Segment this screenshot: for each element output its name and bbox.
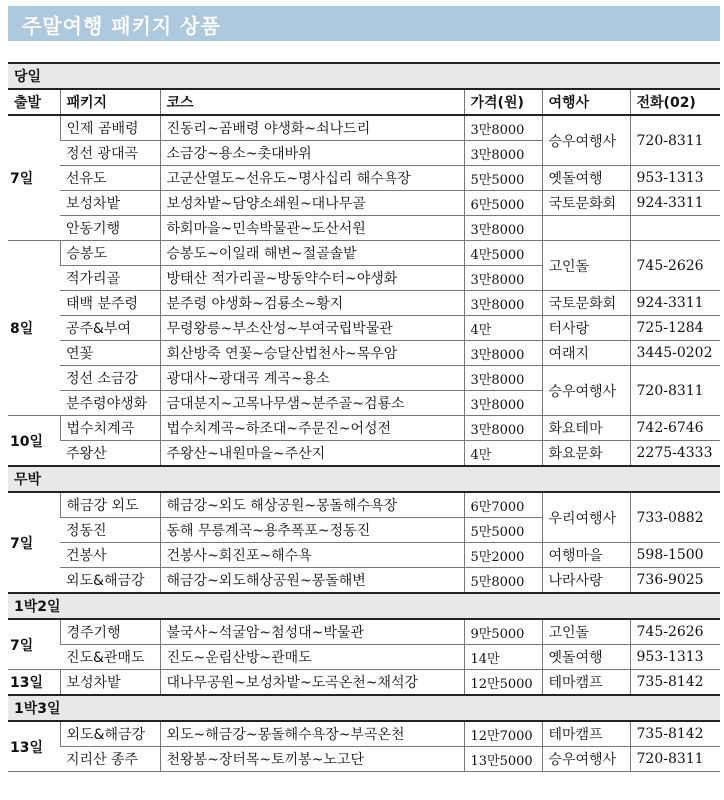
package-name: 인제 곰배령 xyxy=(60,115,160,141)
package-name: 분주령야생화 xyxy=(60,391,160,416)
table-row xyxy=(8,241,720,266)
phone xyxy=(630,216,720,241)
package-name: 정선 소금강 xyxy=(60,366,160,391)
price: 9만5000 xyxy=(464,619,542,645)
section-row xyxy=(8,695,720,721)
table-row xyxy=(8,115,720,141)
package-name: 법수치계곡 xyxy=(60,416,160,441)
header-row xyxy=(8,89,720,115)
package-name: 외도&해금강 xyxy=(60,721,160,747)
agency: 승우여행사 xyxy=(542,747,630,772)
price: 3만8000 xyxy=(464,141,542,166)
price: 4만 xyxy=(464,441,542,467)
table-row xyxy=(8,645,720,670)
column-header: 패키지 xyxy=(60,89,160,115)
course: 진도~운림산방~관매도 xyxy=(160,645,464,670)
section-row xyxy=(8,593,720,619)
price: 14만 xyxy=(464,645,542,670)
package-name: 건봉사 xyxy=(60,543,160,568)
section-label: 무박 xyxy=(8,466,720,492)
package-name: 경주기행 xyxy=(60,619,160,645)
package-name: 공주&부여 xyxy=(60,316,160,341)
package-name: 선유도 xyxy=(60,166,160,191)
phone: 598-1500 xyxy=(630,543,720,568)
course: 승봉도~이일래 해변~절골솔밭 xyxy=(160,241,464,266)
agency: 국토문화회 xyxy=(542,291,630,316)
agency: 승우여행사 xyxy=(542,366,630,416)
agency: 화요테마 xyxy=(542,416,630,441)
course: 주왕산~내원마을~주산지 xyxy=(160,441,464,467)
course: 고군산열도~선유도~명사십리 해수욕장 xyxy=(160,166,464,191)
departure-date: 13일 xyxy=(8,721,60,772)
package-name: 보성차밭 xyxy=(60,191,160,216)
course: 진동리~곰배령 야생화~쇠나드리 xyxy=(160,115,464,141)
agency xyxy=(542,216,630,241)
package-name: 지리산 종주 xyxy=(60,747,160,772)
price: 3만8000 xyxy=(464,216,542,241)
package-name: 태백 분주령 xyxy=(60,291,160,316)
course: 해금강~외도 해상공원~몽돌해수욕장 xyxy=(160,492,464,518)
agency: 테마캠프 xyxy=(542,670,630,696)
package-name: 외도&해금강 xyxy=(60,568,160,594)
table-row xyxy=(8,568,720,594)
phone: 3445-0202 xyxy=(630,341,720,366)
table-row xyxy=(8,747,720,772)
price: 12만5000 xyxy=(464,670,542,696)
table-row xyxy=(8,416,720,441)
table-row xyxy=(8,191,720,216)
page-title: 주말여행 패키지 상품 xyxy=(22,14,221,38)
phone: 745-2626 xyxy=(630,619,720,645)
phone: 953-1313 xyxy=(630,645,720,670)
price: 3만8000 xyxy=(464,366,542,391)
price: 5만2000 xyxy=(464,543,542,568)
price: 4만5000 xyxy=(464,241,542,266)
agency: 여행마을 xyxy=(542,543,630,568)
course: 해금강~외도해상공원~몽돌해변 xyxy=(160,568,464,594)
package-name: 주왕산 xyxy=(60,441,160,467)
course: 방태산 적가리골~방동약수터~야생화 xyxy=(160,266,464,291)
phone: 736-9025 xyxy=(630,568,720,594)
phone: 953-1313 xyxy=(630,166,720,191)
table-row xyxy=(8,366,720,391)
package-name: 해금강 외도 xyxy=(60,492,160,518)
price: 5만5000 xyxy=(464,518,542,543)
course: 소금강~용소~촛대바위 xyxy=(160,141,464,166)
section-label: 1박2일 xyxy=(8,593,720,619)
agency: 터사랑 xyxy=(542,316,630,341)
table-row xyxy=(8,670,720,696)
price: 3만8000 xyxy=(464,115,542,141)
table-row xyxy=(8,441,720,467)
package-name: 보성차밭 xyxy=(60,670,160,696)
package-name: 정동진 xyxy=(60,518,160,543)
phone: 745-2626 xyxy=(630,241,720,291)
course: 하회마을~민속박물관~도산서원 xyxy=(160,216,464,241)
phone: 720-8311 xyxy=(630,366,720,416)
course: 천왕봉~장터목~토끼봉~노고단 xyxy=(160,747,464,772)
section-label: 1박3일 xyxy=(8,695,720,721)
course: 법수치계곡~하조대~주문진~어성전 xyxy=(160,416,464,441)
price: 3만8000 xyxy=(464,391,542,416)
package-name: 승봉도 xyxy=(60,241,160,266)
price: 6만7000 xyxy=(464,492,542,518)
column-header: 가격(원) xyxy=(464,89,542,115)
price: 3만8000 xyxy=(464,266,542,291)
column-header: 출발 xyxy=(8,89,60,115)
price: 5만5000 xyxy=(464,166,542,191)
departure-date: 10일 xyxy=(8,416,60,467)
price: 3만8000 xyxy=(464,416,542,441)
column-header: 전화(02) xyxy=(630,89,720,115)
agency: 화요문화 xyxy=(542,441,630,467)
agency: 우리여행사 xyxy=(542,492,630,543)
price: 4만 xyxy=(464,316,542,341)
package-name: 정선 광대곡 xyxy=(60,141,160,166)
package-name: 적가리골 xyxy=(60,266,160,291)
course: 외도~해금강~몽돌해수욕장~부곡온천 xyxy=(160,721,464,747)
course: 금대분지~고목나무샘~분주골~검룡소 xyxy=(160,391,464,416)
section-row xyxy=(8,466,720,492)
phone: 924-3311 xyxy=(630,191,720,216)
package-table xyxy=(8,62,720,772)
table-row xyxy=(8,216,720,241)
price: 13만5000 xyxy=(464,747,542,772)
course: 건봉사~회진포~해수욕 xyxy=(160,543,464,568)
table-row xyxy=(8,291,720,316)
departure-date: 7일 xyxy=(8,115,60,241)
course: 보성차밭~담양소쇄원~대나무골 xyxy=(160,191,464,216)
phone: 924-3311 xyxy=(630,291,720,316)
table-row xyxy=(8,543,720,568)
package-name: 진도&관매도 xyxy=(60,645,160,670)
agency: 옛돌여행 xyxy=(542,645,630,670)
package-name: 연꽃 xyxy=(60,341,160,366)
departure-date: 7일 xyxy=(8,619,60,670)
course: 대나무공원~보성차밭~도곡온천~채석강 xyxy=(160,670,464,696)
column-header: 여행사 xyxy=(542,89,630,115)
price: 3만8000 xyxy=(464,291,542,316)
table-row xyxy=(8,316,720,341)
price: 5만8000 xyxy=(464,568,542,594)
package-table-body xyxy=(8,63,720,772)
phone: 735-8142 xyxy=(630,670,720,696)
phone: 720-8311 xyxy=(630,115,720,166)
phone: 742-6746 xyxy=(630,416,720,441)
departure-date: 8일 xyxy=(8,241,60,416)
package-table-container xyxy=(8,62,720,772)
table-row xyxy=(8,619,720,645)
agency: 테마캠프 xyxy=(542,721,630,747)
agency: 국토문화회 xyxy=(542,191,630,216)
table-row xyxy=(8,721,720,747)
course: 회산방죽 연꽃~승달산법천사~목우암 xyxy=(160,341,464,366)
phone: 720-8311 xyxy=(630,747,720,772)
agency: 고인돌 xyxy=(542,619,630,645)
phone: 735-8142 xyxy=(630,721,720,747)
agency: 여래지 xyxy=(542,341,630,366)
agency: 옛돌여행 xyxy=(542,166,630,191)
phone: 2275-4333 xyxy=(630,441,720,467)
price: 3만8000 xyxy=(464,341,542,366)
departure-date: 13일 xyxy=(8,670,60,696)
course: 분주령 야생화~검룡소~황지 xyxy=(160,291,464,316)
table-row xyxy=(8,492,720,518)
table-row xyxy=(8,341,720,366)
column-header: 코스 xyxy=(160,89,464,115)
title-banner xyxy=(8,6,720,41)
course: 불국사~석굴암~첨성대~박물관 xyxy=(160,619,464,645)
course: 광대사~광대곡 계곡~용소 xyxy=(160,366,464,391)
table-row xyxy=(8,166,720,191)
agency: 나라사랑 xyxy=(542,568,630,594)
course: 동해 무릉계곡~용추폭포~정동진 xyxy=(160,518,464,543)
section-label: 당일 xyxy=(8,63,720,89)
course: 무령왕릉~부소산성~부여국립박물관 xyxy=(160,316,464,341)
phone: 725-1284 xyxy=(630,316,720,341)
agency: 승우여행사 xyxy=(542,115,630,166)
price: 12만7000 xyxy=(464,721,542,747)
phone: 733-0882 xyxy=(630,492,720,543)
section-row xyxy=(8,63,720,89)
package-name: 안동기행 xyxy=(60,216,160,241)
departure-date: 7일 xyxy=(8,492,60,593)
agency: 고인돌 xyxy=(542,241,630,291)
price: 6만5000 xyxy=(464,191,542,216)
